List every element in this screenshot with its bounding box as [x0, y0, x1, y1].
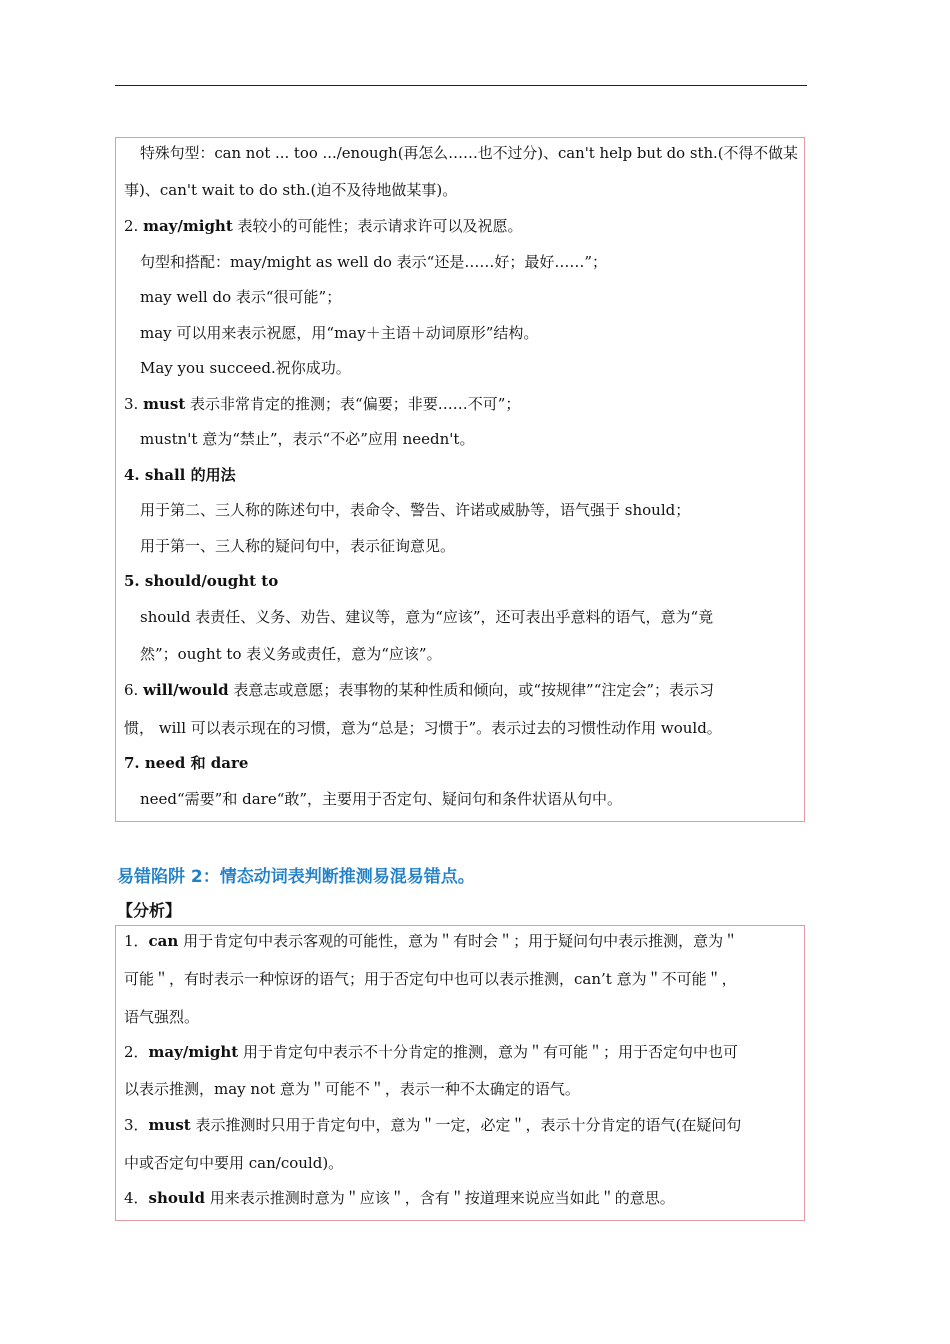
item-text: 表较小的可能性；表示请求许可以及祝愿。 [232, 217, 523, 235]
item-number: 1． [124, 932, 149, 950]
item-number: 3. [124, 395, 144, 413]
text-line: 用于第二、三人称的陈述句中，表命令、警告、许诺或威胁等，语气强于 should； [140, 501, 691, 519]
item-number: 3． [124, 1116, 149, 1134]
item-keyword: should [148, 1189, 205, 1207]
item-text: 用于肯定句中表示不十分肯定的推测，意为＂有可能＂；用于否定句中也可 [238, 1043, 739, 1061]
text-line: 用于第一、三人称的疑问句中，表示征询意见。 [140, 537, 456, 555]
text-line: need“需要”和 dare“敢”，主要用于否定句、疑问句和条件状语从句中。 [140, 790, 623, 808]
item-keyword: can [148, 932, 179, 950]
item-need-dare-heading [124, 753, 248, 773]
item-keyword: may/might [148, 1043, 239, 1061]
analysis-box [115, 925, 805, 1221]
item-number: 4． [124, 1189, 149, 1207]
item-text: 表意志或意愿；表事物的某种性质和倾向，或“按规律”“注定会”；表示习 [228, 681, 715, 699]
item-keyword: may/might [143, 217, 233, 235]
item-will-would [124, 680, 714, 700]
item-keyword: will/would [143, 681, 229, 699]
text-line: may 可以用来表示祝愿，用“may＋主语＋动词原形”结构。 [140, 324, 539, 342]
text-line: 然”；ought to 表义务或责任，意为“应该”。 [140, 645, 442, 663]
item-number: 6. [124, 681, 144, 699]
item-may-might [124, 216, 523, 236]
text-line: 句型和搭配：may/might as well do 表示“还是……好；最好……”； [140, 253, 608, 271]
item-text: 用于肯定句中表示客观的可能性，意为＂有时会＂；用于疑问句中表示推测，意为＂ [178, 932, 739, 950]
text-line: 特殊句型：can not ... too .../enough(再怎么……也不过分)、can't help but do sth.(不得不做某 [140, 144, 798, 162]
item-must [124, 394, 520, 414]
text-line: should 表责任、义务、劝告、建议等，意为“应该”，还可表出乎意料的语气，意为“竟 [140, 608, 714, 626]
item-keyword: must [143, 395, 186, 413]
item-text: 表示非常肯定的推测；表“偏要；非要……不可”； [185, 395, 521, 413]
text-line: 惯， will 可以表示现在的习惯，意为“总是；习惯于”。表示过去的习惯性动作用 would。 [124, 719, 722, 737]
item-keyword: 5. should/ought to [124, 572, 279, 590]
analysis-item-must [124, 1115, 741, 1135]
modal-verbs-box [115, 137, 805, 822]
text-line: May you succeed.祝你成功。 [140, 359, 351, 377]
item-shall-heading [124, 465, 236, 485]
section-heading: 易错陷阱 2：情态动词表判断推测易混易错点。 [117, 867, 475, 887]
item-keyword: must [148, 1116, 191, 1134]
analysis-label: 【分析】 [117, 901, 182, 920]
text-line: 以表示推测，may not 意为＂可能不＂，表示一种不太确定的语气。 [124, 1080, 580, 1098]
item-keyword: 7. need 和 dare [124, 754, 249, 772]
item-number: 2． [124, 1043, 149, 1061]
item-should-heading [124, 571, 278, 591]
text-line: 中或否定句中要用 can/could)。 [124, 1154, 344, 1172]
text-line: 可能＂，有时表示一种惊讶的语气；用于否定句中也可以表示推测，can’t 意为＂不可能＂， [124, 970, 737, 988]
item-text: 用来表示推测时意为＂应该＂，含有＂按道理来说应当如此＂的意思。 [205, 1189, 675, 1207]
analysis-item-may-might [124, 1042, 738, 1062]
text-line: may well do 表示“很可能”； [140, 288, 342, 306]
text-line: 事)、can't wait to do sth.(迫不及待地做某事)。 [124, 181, 458, 199]
item-text: 表示推测时只用于肯定句中，意为＂一定，必定＂，表示十分肯定的语气(在疑问句 [190, 1116, 742, 1134]
text-line: mustn't 意为“禁止”，表示“不必”应用 needn't。 [140, 430, 475, 448]
item-number: 2. [124, 217, 144, 235]
analysis-item-should [124, 1188, 675, 1208]
item-keyword: 4. shall 的用法 [124, 466, 236, 484]
header-rule [115, 85, 807, 86]
analysis-item-can [124, 931, 738, 951]
text-line: 语气强烈。 [124, 1008, 200, 1026]
